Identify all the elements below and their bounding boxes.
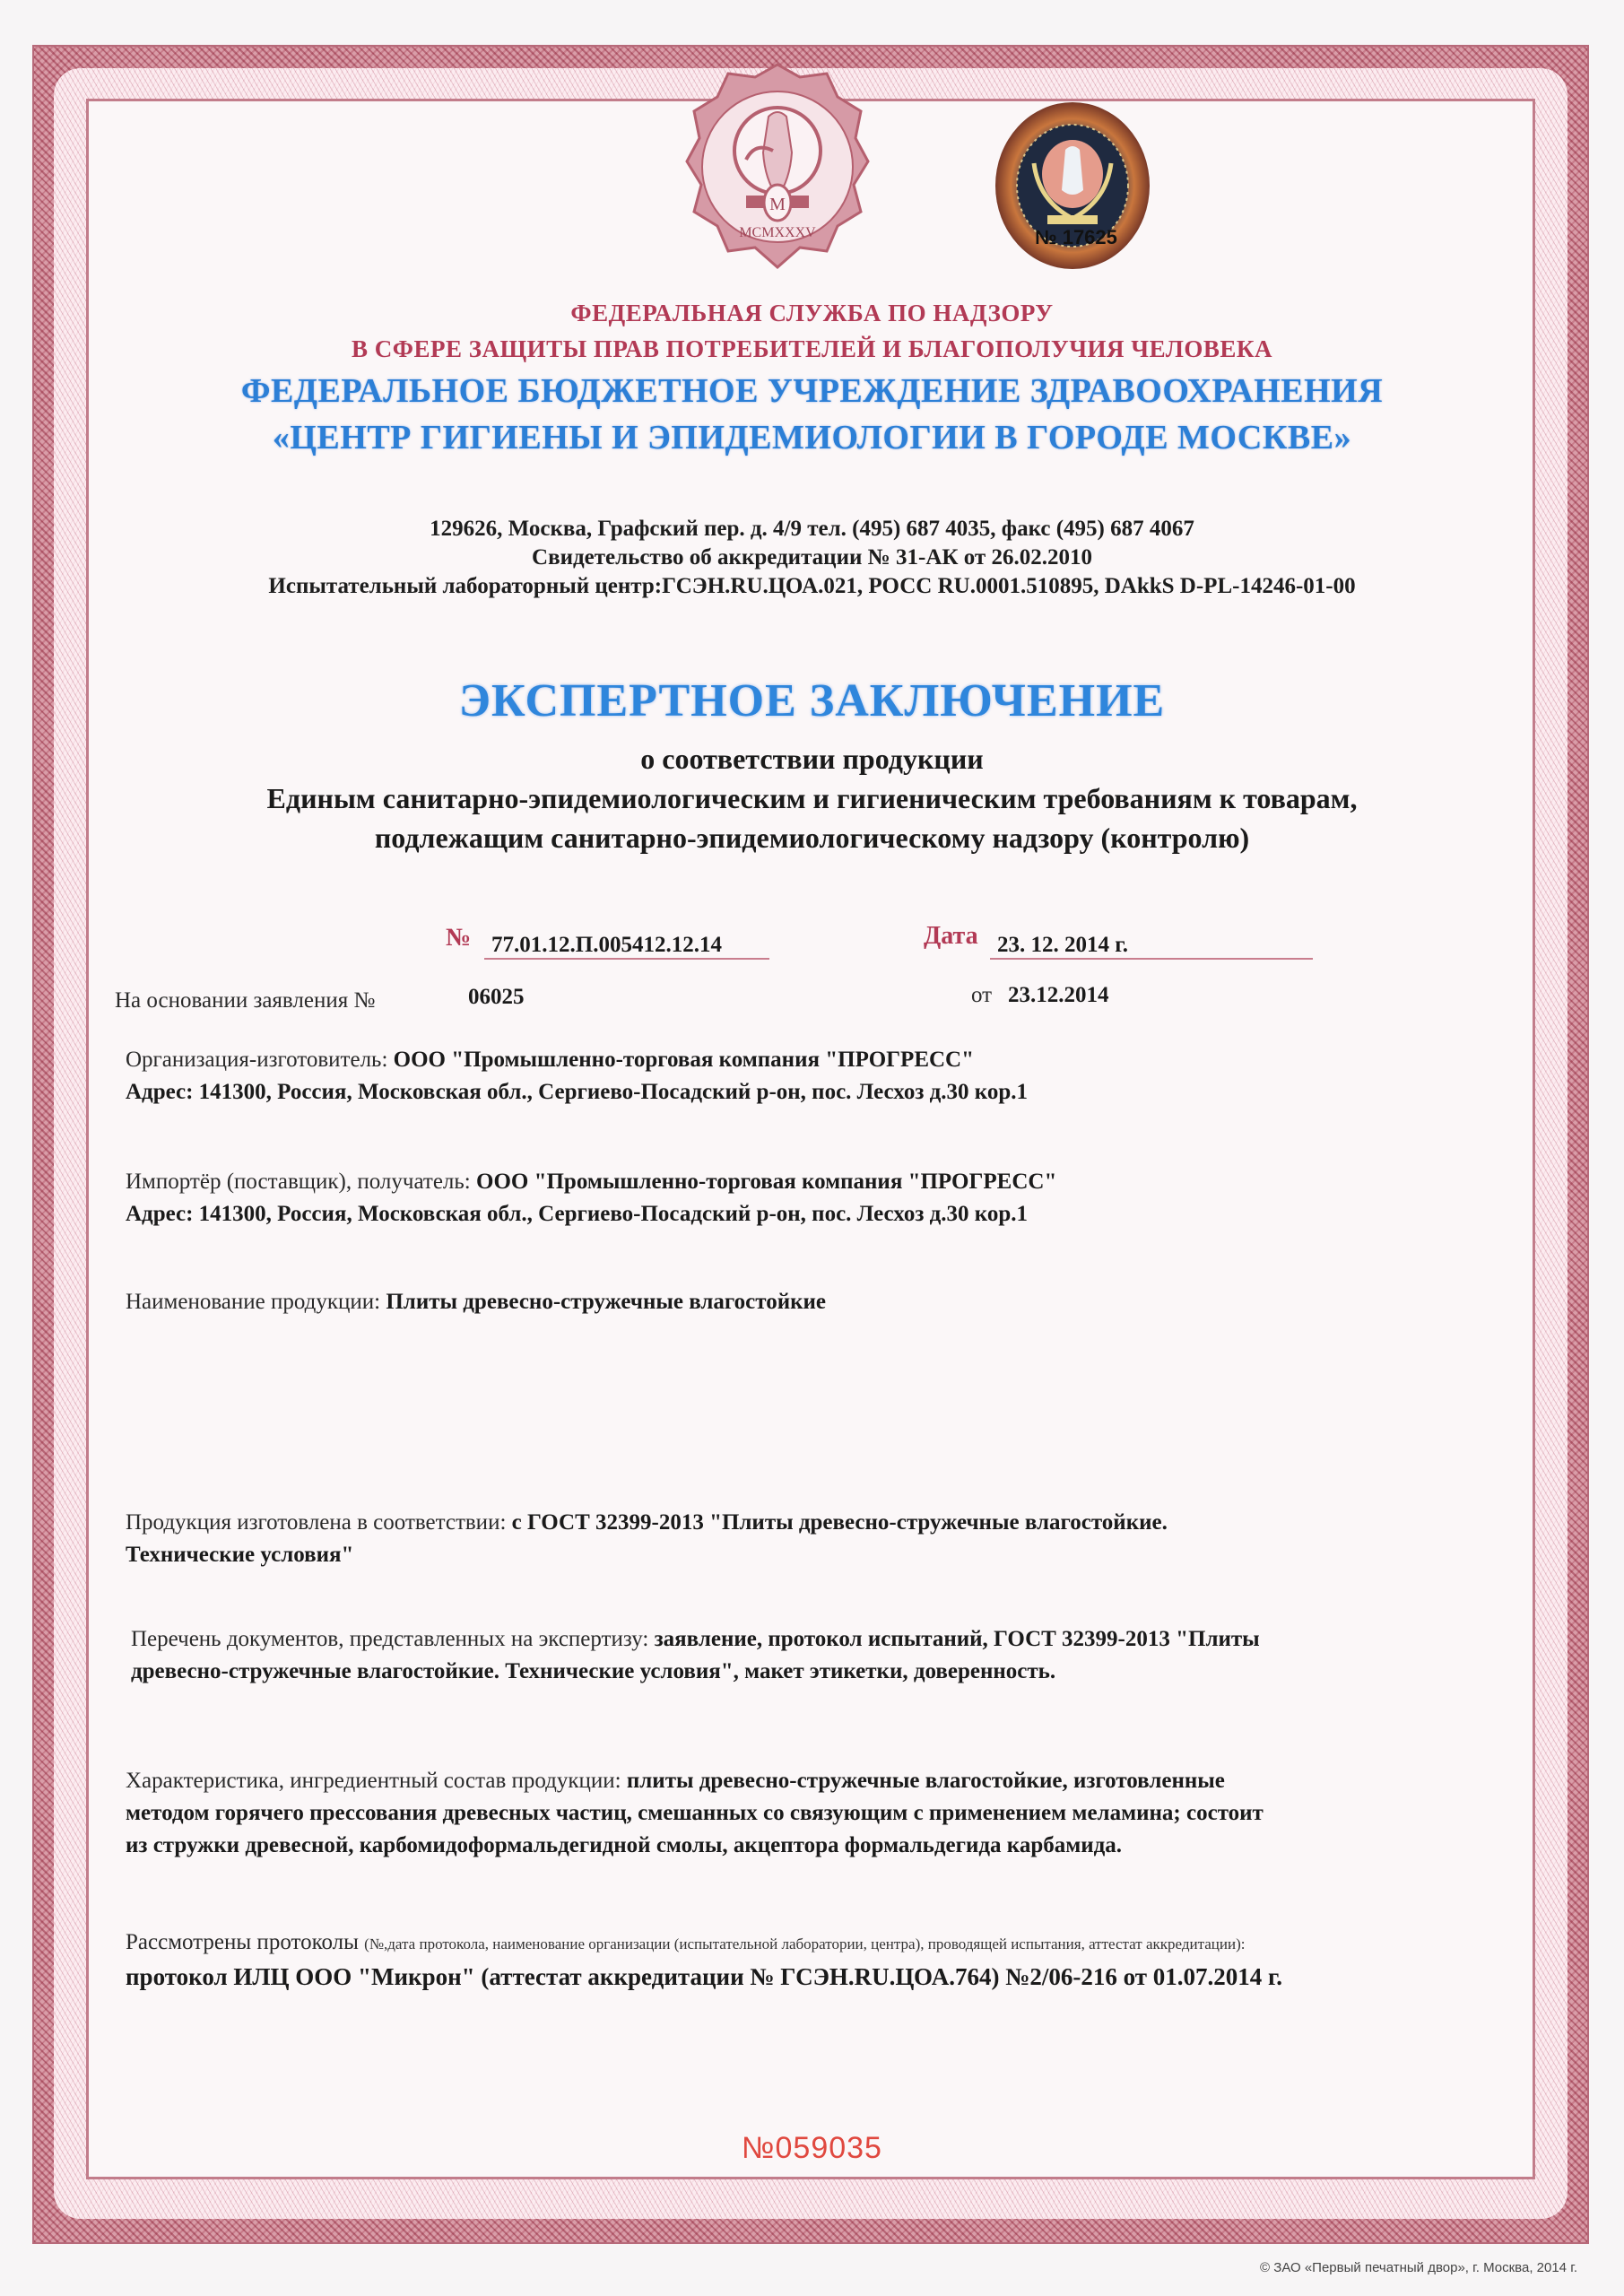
composition-section <box>126 1765 1498 1862</box>
protocols-label: Рассмотрены протоколы <box>126 1930 359 1954</box>
printer-copyright: © ЗАО «Первый печатный двор», г. Москва, 2014 г. <box>1260 2260 1577 2275</box>
hygieia-seal-icon <box>683 61 872 276</box>
manufacturer-label: Организация-изготовитель: <box>126 1048 388 1072</box>
composition-value-1: плиты древесно-стружечные влагостойкие, изготовленные <box>626 1769 1225 1793</box>
importer-section <box>126 1166 1498 1231</box>
documents-section <box>131 1623 1503 1688</box>
number-underline <box>484 958 769 960</box>
standard-section <box>126 1507 1498 1571</box>
documents-value-1: заявление, протокол испытаний, ГОСТ 32399-2013 "Плиты <box>654 1627 1260 1651</box>
product-section <box>126 1286 1498 1318</box>
application-date-value: 23.12.2014 <box>1008 983 1109 1007</box>
protocols-section <box>126 1926 1524 1995</box>
agency-line-1: ФЕДЕРАЛЬНАЯ СЛУЖБА ПО НАДЗОРУ <box>570 300 1054 326</box>
number-value: 77.01.12.П.005412.12.14 <box>491 933 722 957</box>
title-sub-1: о соответствии продукции <box>640 743 984 775</box>
protocols-value: протокол ИЛЦ ООО "Микрон" (аттестат аккредитации № ГСЭН.RU.ЦОА.764) №2/06-216 от 01.07.2014 г. <box>126 1963 1282 1990</box>
institution-line-2: «ЦЕНТР ГИГИЕНЫ И ЭПИДЕМИОЛОГИИ В ГОРОДЕ МОСКВЕ» <box>272 419 1352 457</box>
form-serial-number: №059035 <box>742 2131 882 2165</box>
accreditation-line: Свидетельство об аккредитации № 31-АК от 26.02.2010 <box>532 545 1092 570</box>
address-line: 129626, Москва, Графский пер. д. 4/9 тел. (495) 687 4035, факс (495) 687 4067 <box>430 517 1194 541</box>
date-value: 23. 12. 2014 г. <box>997 933 1129 957</box>
composition-value-3: из стружки древесной, карбомидоформальдегидной смолы, акцептора формальдегида карбамида. <box>126 1833 1123 1857</box>
standard-value-2: Технические условия" <box>126 1543 354 1567</box>
standard-value-1: с ГОСТ 32399-2013 "Плиты древесно-стружечные влагостойкие. <box>511 1510 1168 1535</box>
lab-line: Испытательный лабораторный центр:ГСЭН.RU.ЦОА.021, РОСС RU.0001.510895, DAkkS D-PL-14246-01-00 <box>268 574 1356 598</box>
manufacturer-section <box>126 1044 1498 1109</box>
application-value: 06025 <box>468 985 525 1009</box>
importer-value: ООО "Промышленно-торговая компания "ПРОГРЕСС" <box>476 1170 1057 1194</box>
title-sub-2: Единым санитарно-эпидемиологическим и гигиеническим требованиям к товарам, <box>266 782 1358 814</box>
application-label: На основании заявления № <box>115 988 376 1013</box>
importer-address: Адрес: 141300, Россия, Московская обл., Сергиево-Посадский р-он, пос. Лесхоз д.30 кор.1 <box>126 1202 1029 1226</box>
composition-label: Характеристика, ингредиентный состав продукции: <box>126 1769 621 1793</box>
emblem-year: MCMXXXV <box>739 225 816 240</box>
document-title: ЭКСПЕРТНОЕ ЗАКЛЮЧЕНИЕ <box>458 675 1166 726</box>
documents-label: Перечень документов, представленных на экспертизу: <box>131 1627 649 1651</box>
date-underline <box>990 958 1313 960</box>
manufacturer-value: ООО "Промышленно-торговая компания "ПРОГРЕСС" <box>393 1048 974 1072</box>
documents-value-2: древесно-стружечные влагостойкие. Технические условия", макет этикетки, доверенность. <box>131 1659 1056 1683</box>
product-value: Плиты древесно-стружечные влагостойкие <box>386 1290 827 1314</box>
agency-line-2: В СФЕРЕ ЗАЩИТЫ ПРАВ ПОТРЕБИТЕЛЕЙ И БЛАГОПОЛУЧИЯ ЧЕЛОВЕКА <box>352 335 1272 362</box>
document-body <box>86 99 1535 2179</box>
importer-label: Импортёр (поставщик), получатель: <box>126 1170 471 1194</box>
emblem-letter: M <box>769 195 786 214</box>
hologram-serial: № 17625 <box>1035 226 1117 248</box>
application-date-label: от <box>971 983 993 1007</box>
date-label: Дата <box>924 922 978 950</box>
institution-line-1: ФЕДЕРАЛЬНОЕ БЮДЖЕТНОЕ УЧРЕЖДЕНИЕ ЗДРАВООХРАНЕНИЯ <box>240 372 1384 410</box>
product-label: Наименование продукции: <box>126 1290 381 1314</box>
hologram-seal-icon <box>994 100 1151 271</box>
protocols-note: (№,дата протокола, наименование организации (испытательной лаборатории, центра), проводящей испытания, аттестат аккредитации): <box>364 1935 1246 1952</box>
standard-label: Продукция изготовлена в соответствии: <box>126 1510 507 1535</box>
title-sub-3: подлежащим санитарно-эпидемиологическому надзору (контролю) <box>374 822 1250 854</box>
number-label: № <box>446 924 472 952</box>
manufacturer-address: Адрес: 141300, Россия, Московская обл., Сергиево-Посадский р-он, пос. Лесхоз д.30 кор.1 <box>126 1080 1029 1104</box>
composition-value-2: методом горячего прессования древесных частиц, смешанных со связующим с применением меламина; состоит <box>126 1801 1264 1825</box>
